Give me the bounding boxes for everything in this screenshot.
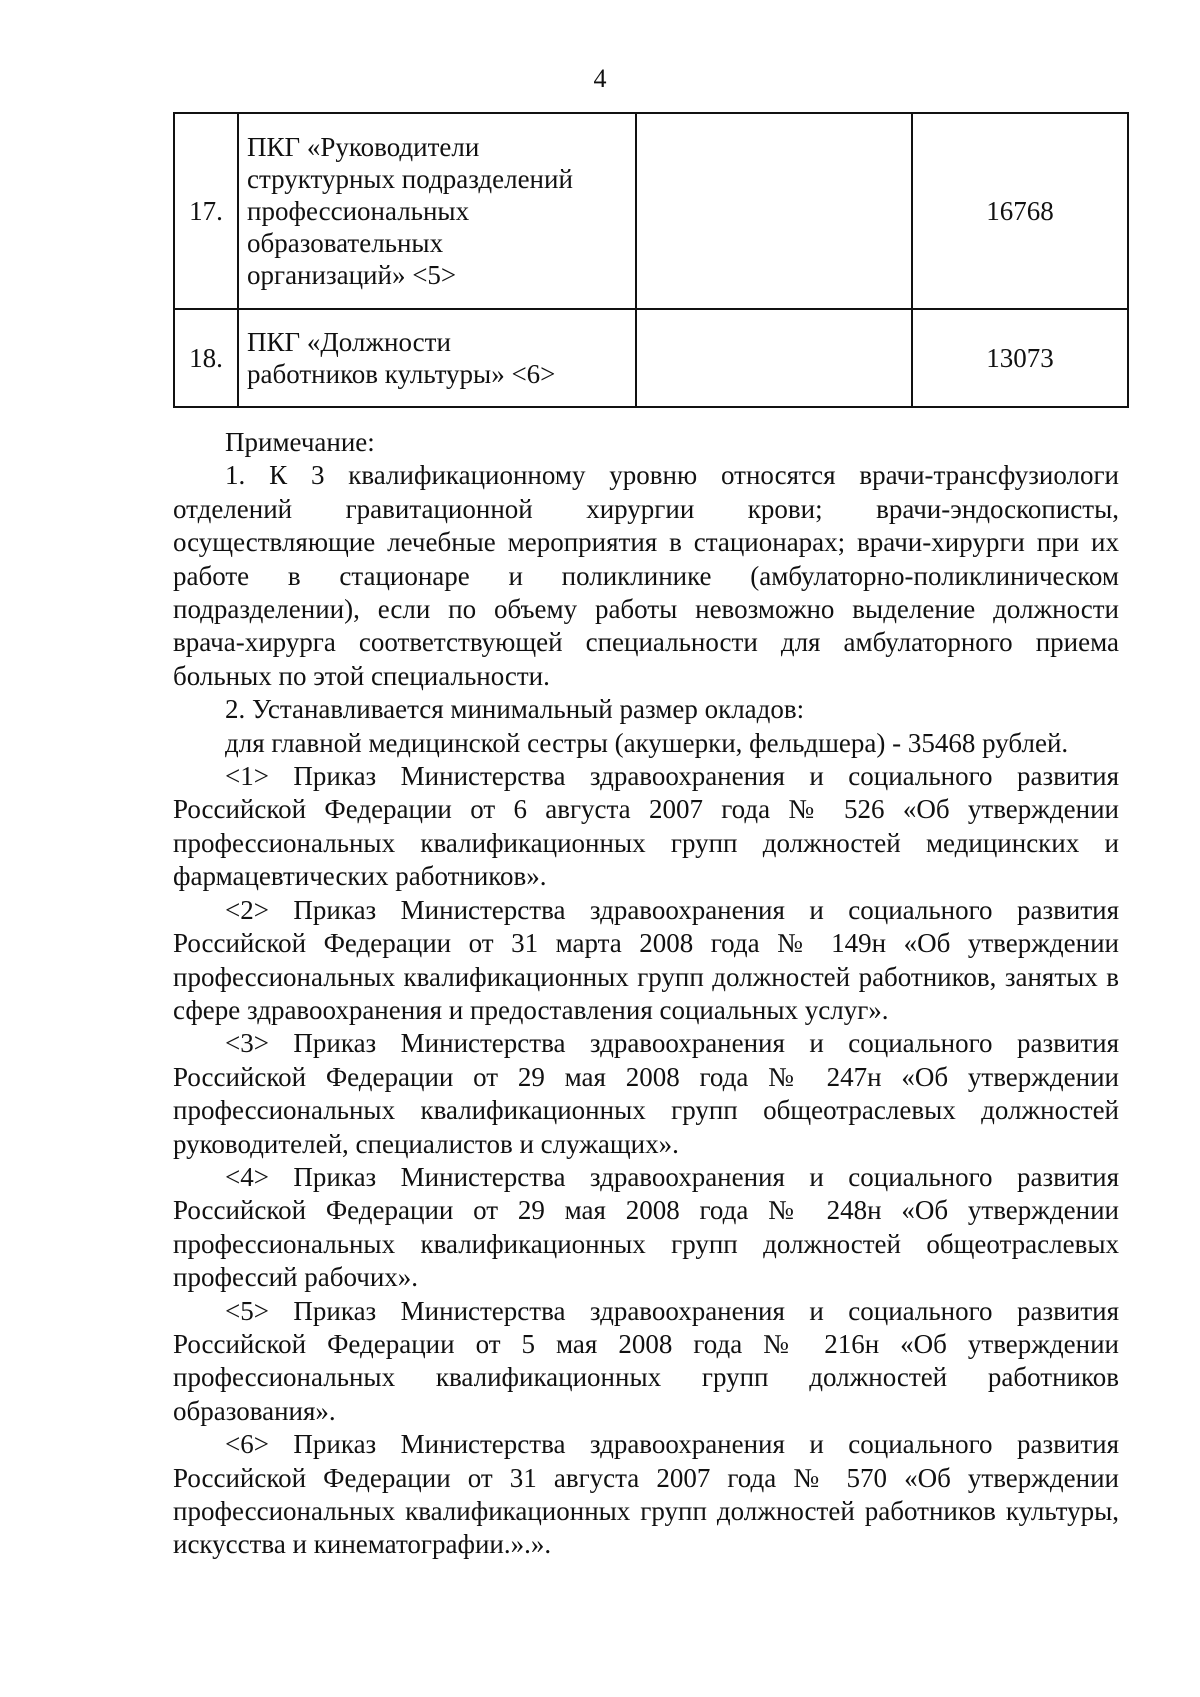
row-name-line: работников культуры» <6> [247, 359, 556, 389]
footnote-3: <3> Приказ Министерства здравоохранения и социального развития Российской Федерации от 29 мая 2008 года № 247н «Об утверждении профессиональных квалификационных групп общеотраслевых должностей руководителей, специалистов и служащих». [173, 1028, 1119, 1159]
table-row [174, 309, 1128, 407]
salary-table [173, 112, 1129, 408]
footnote-1: <1> Приказ Министерства здравоохранения и социального развития Российской Федерации от 6 августа 2007 года № 526 «Об утверждении профессиональных квалификационных групп должностей медицинских и фармацевтических работников». [173, 761, 1119, 892]
row-number: 17. [174, 113, 238, 309]
row-empty-cell [636, 309, 912, 407]
notes-section [173, 426, 1119, 1562]
row-name-line: организаций» <5> [247, 260, 457, 290]
note-item-2-detail: для главной медицинской сестры (акушерки, фельдшера) - 35468 рублей. [225, 727, 1069, 758]
row-name-line: ПКГ «Руководители [247, 132, 480, 162]
footnote-4: <4> Приказ Министерства здравоохранения и социального развития Российской Федерации от 29 мая 2008 года № 248н «Об утверждении профессиональных квалификационных групп должностей общеотраслевых профессий рабочих». [173, 1161, 1119, 1293]
table-row [174, 113, 1128, 309]
row-name-line: ПКГ «Должности [247, 327, 451, 357]
note-item-1: 1. К 3 квалификационному уровню относятся врачи-трансфузиологи отделений гравитационной хирургии крови; врачи-эндоскописты, осуществляющие лечебные мероприятия в стационарах; врачи-хирурги при их работе в стационаре и поликлинике (амбулаторно-поликлиническом подразделении), если по объему работы невозможно выделение должности врача-хирурга соответствующей специальности для амбулаторного приема больных по этой специальности. [173, 460, 1119, 691]
footnote-2: <2> Приказ Министерства здравоохранения и социального развития Российской Федерации от 31 марта 2008 года № 149н «Об утверждении профессиональных квалификационных групп должностей работников, занятых в сфере здравоохранения и предоставления социальных услуг». [173, 894, 1119, 1025]
row-name [238, 309, 636, 407]
row-empty-cell [636, 113, 912, 309]
row-number: 18. [174, 309, 238, 407]
row-name-line: структурных подразделений [247, 164, 573, 194]
row-salary-value: 13073 [912, 309, 1128, 407]
row-name-line: профессиональных [247, 196, 470, 226]
footnote-6: <6> Приказ Министерства здравоохранения и социального развития Российской Федерации от 31 августа 2007 года № 570 «Об утверждении профессиональных квалификационных групп должностей работников культуры, искусства и кинематографии.».». [173, 1429, 1119, 1560]
footnote-5: <5> Приказ Министерства здравоохранения и социального развития Российской Федерации от 5 мая 2008 года № 216н «Об утверждении профессиональных квалификационных групп должностей работников образования». [173, 1295, 1119, 1426]
row-name-line: образовательных [247, 228, 444, 258]
note-item-2: 2. Устанавливается минимальный размер окладов: [225, 694, 805, 725]
page-number: 4 [593, 64, 607, 93]
row-name [238, 113, 636, 309]
row-salary-value: 16768 [912, 113, 1128, 309]
notes-heading: Примечание: [225, 427, 375, 457]
